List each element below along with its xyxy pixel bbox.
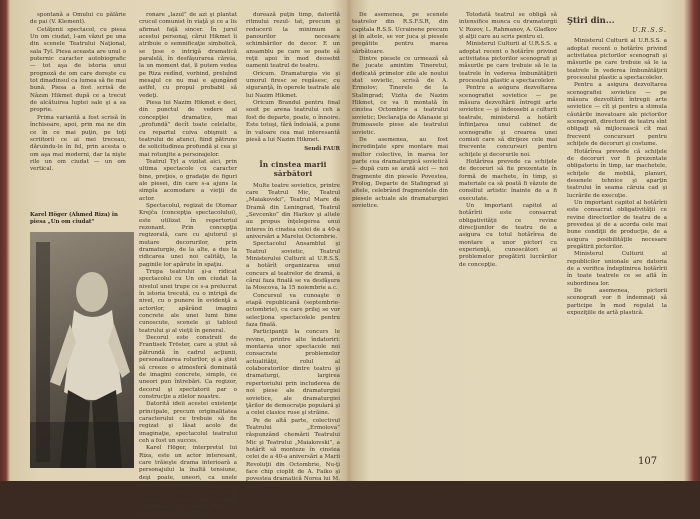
news-subheading: U.R.S.S.: [632, 26, 667, 34]
paragraph: Decorul este construit de Frantisek Tröster, care a ştiut să pătrundă în cadrul acţiunii, personalizarea rolurilor, şi a ştiut să creeze o atmosferă dominată de imagini concrete, simple, ce uneori pun întrebări. Ca regizor, decorul şi spectatorii par o construcţie a zilelor noastre.: [139, 335, 237, 400]
paragraph: Dintre piesele ce urmează să fie jucate amintim Tineretul, dedicată primelor zile ale noului stat sovietic, scrisă de A. Ermolov; Tinerele de la Stalingrad; Vizita de Nazim Hikmet, ce va fi montată în cinstea Octombrie a teatrului sovietic; Declaraţia de Afanasie şi frumoasele piese ale teatrului sovietic.: [352, 56, 448, 136]
paragraph: Cetăţenii spectacol, cu piesa Un om ciudat, l-am văzut pe una din scenele Teatrului Naţional, sala Tyl. Piesa aceasta are unul o puternic caracter autobiografic — tot aşa de istoria unui prognoză de om care doreşte cu tot dinadinsul ca lumea să fie mai bună. Piesa a fost scrisă de Nâzım Hikmet după ce a trecut de alcătuirea luptei sale şi a sa proprie.: [30, 26, 126, 114]
paragraph: Ministerul Culturii al U.R.S.S. a adoptat recent o hotărîre privind activitatea pictorilor scenografi şi măsurile pe care trebuie să le ia teatrele în vederea îmbunătăţirii procesului plastic a spectacolelor.: [459, 41, 557, 85]
paragraph: Iată o reuşită, de sută dată concrete pe ordin tehnic: ambele spectacole reali- zate la Praga cu piesele lui Nâzim Hikmet: [139, 489, 237, 518]
paragraph: De asemenea, au fost încredinţate spre montare mai multor colective, în marea lor parte cea dramaturgică sovietică — după cum se arată aici — noi fragmente din piesele Povestea, Prolog, Departe de Stalingrad şi altele, celebrând fragmentele din piesele actuale ale dramaturgiei sovietice.: [352, 136, 448, 209]
paragraph: Datorită ideii acestei existenţe principale, precum originalitatea caracterului ce trebuie să fie regizat şi lăsat acolo de imaginaţie, spectacolul teatrului ceh a fost un succes.: [139, 401, 237, 444]
paragraph: Trupa teatrului şi-a ridicat spectacolul cu Un om ciudat la nivelul unei trupe ce s-a prelucrat în istoria trecută, cu o intrigă de nivel, cu o punere în evidenţă a actorilor, apărând imagini concrete ale unei lumi bine cunoscute, scenele şi tabloul teatrului şi al vieţii în general.: [139, 269, 237, 334]
right-column-1: [352, 12, 448, 462]
section-title: În cinstea marii sărbători: [259, 159, 327, 178]
paragraph: Totodată teatrul se obligă să intensifice munca cu dramaturgii V. Rozov, L. Rahmanov, A. Gladkov şi alţii care au scris pentru el.: [459, 12, 557, 41]
photo-figure-icon: [30, 232, 134, 468]
paragraph: De asemenea, pe scenele teatrelor din R.S.F.S.R, din capitala R.S.S. Ucrainene precum şi în altele, se vor juca şi piesele pregătite pentru marea sărbătoare.: [352, 12, 448, 55]
paragraph: Spectacolul, regizat de Otomar Krejča (concepţia spectacolului), este utilizat în repertoriul rezonant. Prin concepţia regizorală, care cu ajutorul şi mutare decorurilor, prin dramaturgie, de la alte, a dus la ridicarea unei noi calităţi, la paginile lor apărute în spaţiu.: [139, 202, 237, 268]
paragraph: De asemenea, pictorii scenografi vor fi îndemnaţi să participe în mod regulat la expoziţiile de artă plastică.: [567, 288, 667, 317]
paragraph: Hotărîrea prevede ca schiţele de decoruri să fie prezentate în formă de machete, în timp, și materiale ca să poată fi văzute de consiliul artistic înainte de a fi executate.: [459, 158, 557, 202]
article-signature: Sendi FAUR: [304, 146, 340, 153]
left-column-1: [30, 12, 126, 208]
paragraph: Prima variantă a fost scrisă în închisoare, apoi, prin ma ne din ce în ce mai puţin, pe toţi scriitorii ce ai mei treceau, dăruindu-le în fel, prin acesta o om aşa mai moderni, dar la nişte rile un om ciudat — un om vertical.: [30, 114, 126, 173]
paragraph: Teatrul Tyl a vizitat aici, prin ultima spectacole cu caracter bine, preţios, o gradaţie de figuri ale piesei, din care s-a ajuns la simpla acomodare a vieţii de actor.: [139, 158, 237, 202]
paragraph: Oricum Brandul pentru final sosit pe arena teatrului ceh a fost de departe, poate, o înnoire. Este totuşi, fără îndoială, a pune în valoare cea mai interesantă piesă a lui Nazim Hikmet.: [246, 100, 340, 143]
paragraph: ronare „lazul” de azi şi plantat crucul comunist în viaţă şi ce a lis afirmat faţă sincer. În jurul acestui personaj, cărui Hikmet îi atribuie o semnificaţie simbolică, se ţese o intrigă dramatică paralelă, în desfăşurarea căreia, la un moment dat, îl putem vedea pe Riza redînd, vorbind, preluînd mesajul ce nu mai e ajungând astfel, cu propul probabil să vedeţi.: [139, 12, 237, 99]
right-column-3: [567, 12, 667, 462]
paragraph: Multe teatre sovietice, printre care Teatrul Mic, Teatrul „Maiakovski”, Teatrul Mare de Dramă din Leningrad, Teatrul „Sevcenko” din Harkov şi altele au propus înţelegerea unui interes în cinstea celei de a 40-a aniversări a Marelui Octombrie.: [246, 182, 340, 240]
paragraph: Pentru a asigura dezvoltarea scenografiei sovietice — pe măsura dezvoltării întregii arte sovietice — cît şi pentru a stimula căutările inovatoare ale pictorilor scenografi, directorii de teatru sînt obligaţi să mijlocească cît mai frecvent concursuri pentru schiţele de decoruri şi costume.: [567, 82, 667, 148]
paragraph: Participanţii la concurs le revine, printre alte îndatoriri: montarea unor spectacole noi consacrate problemelor actualităţii, rolul al colaboratorilor dintre teatru şi dramaturgi, largirea repertoriului prin includerea de noi piese ale dramaturgiei sovietice, ale dramaturgiei ţărilor de democraţie populară şi a celei clasice ruse şi străine.: [246, 329, 340, 417]
paragraph: Piesa lui Nazim Hikmet e deci, din punctul de vedere al concepţiei dramatice, mai „profundă” decît toate celelalte, cu repartul cuiva obişnuit a teatrului de atunci, fiind pătruns de solicitudinea profundă şi cea şi mai rotunjite a personajelor.: [139, 100, 237, 158]
paragraph: Spectacolul Ansamblul şi Teatrul sovietic, Teatrul Ministerului Culturii al U.R.S.S. a hotărît organizarea unui concurs al teatrelor de dramă, a cărui faza finală se va desfăşura la Moscova, la 15 noiembrie a.c.: [246, 241, 340, 292]
paragraph: spontană a Omului cu pălărie de pai (V. Klement).: [30, 12, 126, 26]
paragraph: Un important capitol al hotărîrii este consacrat obligativităţii ce revine direcţiunilor de teatru de a asigura cu totul hotărîrea de montare a unor pictori cu experienţă, cunoscători ai problemelor pregătirii lucrărilor de concepţie.: [459, 202, 557, 268]
page-number: 107: [638, 456, 658, 467]
paragraph: Hotărîrea prevede că schiţele de decoruri vor fi prezentate obligatoriu în timp, iar machetele, schiţele de mobilă, planuri, desenele tehnice şi aparţin teatrului în seama căruia cad şi lucrările de execuţie.: [567, 148, 667, 199]
paragraph: Karel Höger, interpretul lui Riza, este un actor interesant, care trăieşte drama interioară a personajului la înaltă tensiune, deşi poate, uneori, ca unele accente vesele fie deserte.: [139, 445, 237, 488]
right-column-2: [459, 12, 557, 462]
photo-caption: Karel Höger (Ahmed Riza) în piesa „Un om ciudat”: [30, 212, 118, 225]
paragraph: Ministerul Culturii al republicilor unionale are datoria de a verifica îndeplinirea hotărîrii în toate teatrele ce se află în subordinea lor.: [567, 251, 667, 287]
paragraph: Oricum. Dramaturgia vie şi umorul firesc se regăsesc, cu siguranţă, în operele teatrale ale lui Nazim Hikmet.: [246, 70, 340, 99]
news-heading: Ştiri din...: [567, 15, 615, 25]
paragraph: durează puţin timp, datorită ritmului rezul- tat, precum şi reducerii la minimum a panourilor necesare schimbărilor de decor. E un ansamblu pe care se poate să reţii apoi în mod deosebit oamenii teatrul de teatru.: [246, 12, 340, 70]
paragraph: Pentru a asigura dezvoltarea scenografiei sovietice — pe măsura dezvoltării întregii arte sovietice — şi îndeosebi a culturii teatrale, ministerul a hotărît înfiinţarea unui cabinet de scenografie şi crearea unei comisii care să dirijeze cele mai frecvente concursuri pentru schiţele şi decorurile noi.: [459, 85, 557, 158]
paragraph: Concursul va cunoaşte o etapă republicană (septembrie-octombrie), cu care prilej se vor selecţiona spectacolele pentru faza finală.: [246, 292, 340, 329]
left-column-3: [246, 12, 340, 490]
paragraph: Ministerul Culturii al U.R.S.S. a adoptat recent o hotărîre privind activitatea pictorilor scenografi şi măsurile pe care trebuie să le ia teatrele în vederea îmbunătăţirii procesului plastic a spectacolelor.: [567, 38, 667, 82]
paragraph: Pe de altă parte, colectivul Teatrului „Ermolova” răspunzând chemării Teatrului Mic şi Teatrului „Maiakovski”, a hotărît să monteze în cinstea celei de a 40-a aniversări a Marii Revoluţii din Octombrie, Nu-ţi face chip cioplit de A. Faiko şi povestea dramatică Norea lui M. Svetlov.: [246, 417, 340, 490]
left-column-2: [139, 12, 237, 518]
paragraph: Un important capitol al hotărîrii este consacrat obligativităţii ce revine directorilor de teatru de a prevedea şi de a acorda cele mai bune condiţii de producţie, de a asigura posibilităţile necesare pregătirii pictorilor.: [567, 199, 667, 250]
actor-photo: [30, 232, 134, 468]
